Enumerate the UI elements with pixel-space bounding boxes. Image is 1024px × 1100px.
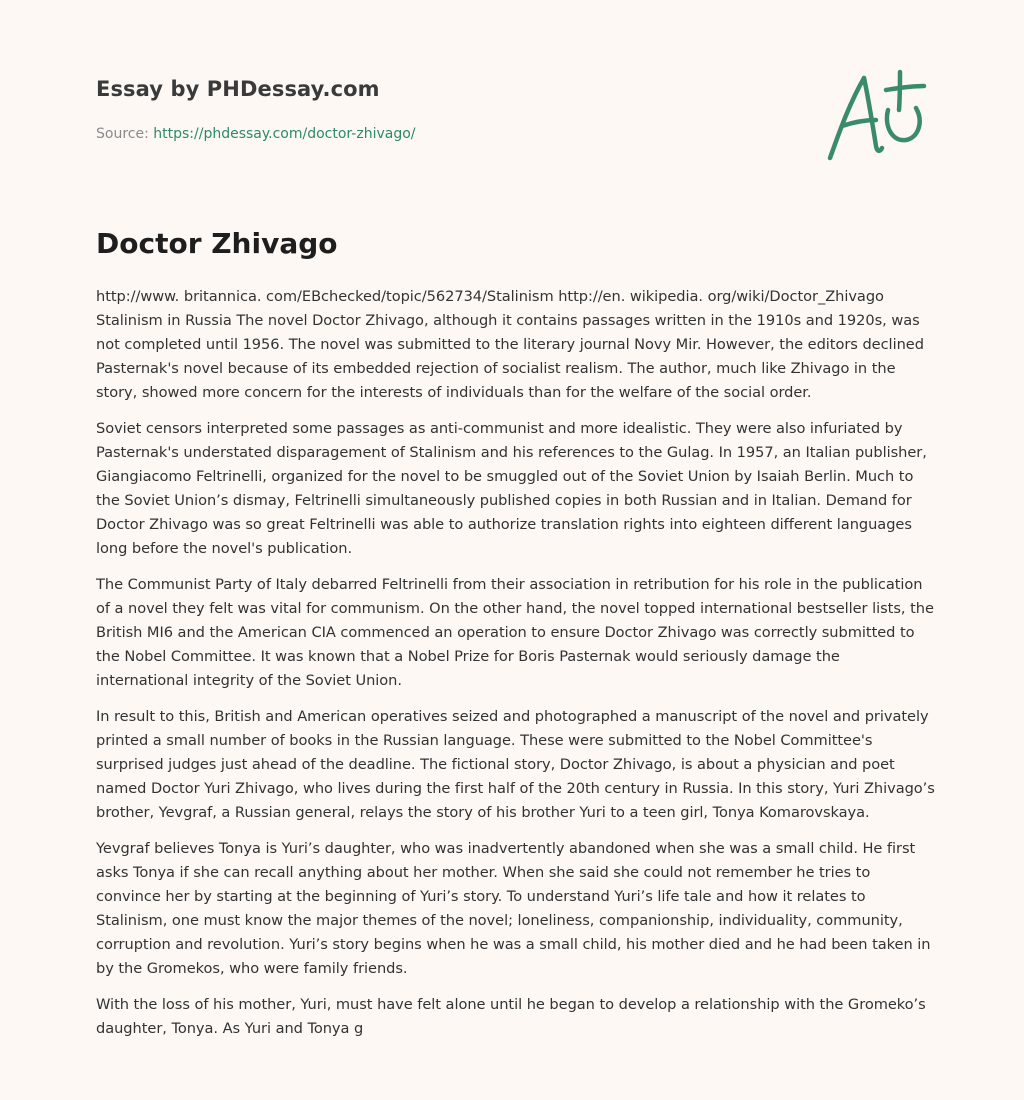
a-plus-grade-icon — [820, 66, 930, 166]
paragraph: In result to this, British and American operatives seized and photographed a manuscript of the novel and privately printed a small number of books in the Russian language. These were submitted to the Nobel Committee's surprised judges just ahead of the deadline. The fictional story, Doctor Zhivago, is about a physician and poet named Doctor Yuri Zhivago, who lives during the first half of the 20th century in Russia. In this story, Yuri Zhivago’s brother, Yevgraf, a Russian general, relays the story of his brother Yuri to a teen girl, Tonya Komarovskaya. — [96, 708, 935, 821]
source-link[interactable]: https://phdessay.com/doctor-zhivago/ — [153, 126, 416, 142]
paragraph: With the loss of his mother, Yuri, must have felt alone until he began to develop a relationship with the Gromeko’s daughter, Tonya. As Yuri and Tonya g — [96, 996, 926, 1037]
site-title: Essay by PHDessay.com — [96, 77, 380, 101]
essay-body — [96, 285, 936, 1053]
paragraph: Yevgraf believes Tonya is Yuri’s daughter, who was inadvertently abandoned when she was a small child. He first asks Tonya if she can recall anything about her mother. When she said she could not remember he tries to convince her by starting at the beginning of Yuri’s story. To understand Yuri’s life tale and how it relates to Stalinism, one must know the major themes of the novel; loneliness, companionship, individuality, community, corruption and revolution. Yuri’s story begins when he was a small child, his mother died and he had been taken in by the Gromekos, who were family friends. — [96, 840, 931, 977]
paragraph: Soviet censors interpreted some passages as anti-communist and more idealistic. They were also infuriated by Pasternak's understated disparagement of Stalinism and his references to the Gulag. In 1957, an Italian publisher, Giangiacomo Feltrinelli, organized for the novel to be smuggled out of the Soviet Union by Isaiah Berlin. Much to the Soviet Union’s dismay, Feltrinelli simultaneously published copies in both Russian and in Italian. Demand for Doctor Zhivago was so great Feltrinelli was able to authorize translation rights into eighteen different languages long before the novel's publication. — [96, 420, 927, 557]
source-label: Source: — [96, 126, 154, 142]
article-title: Doctor Zhivago — [96, 227, 338, 260]
essay-header — [96, 74, 796, 144]
paragraph: http://www. britannica. com/EBchecked/topic/562734/Stalinism http://en. wikipedia. org/wiki/Doctor_Zhivago Stalinism in Russia The novel Doctor Zhivago, although it contains passages written in the 1910s and 1920s, was not completed until 1956. The novel was submitted to the literary journal Novy Mir. However, the editors declined Pasternak's novel because of its embedded rejection of socialist realism. The author, much like Zhivago in the story, showed more concern for the interests of individuals than for the welfare of the social order. — [96, 288, 924, 401]
paragraph: The Communist Party of Italy debarred Feltrinelli from their association in retribution for his role in the publication of a novel they felt was vital for communism. On the other hand, the novel topped international bestseller lists, the British MI6 and the American CIA commenced an operation to ensure Doctor Zhivago was correctly submitted to the Nobel Committee. It was known that a Nobel Prize for Boris Pasternak would seriously damage the international integrity of the Soviet Union. — [96, 576, 934, 689]
source-line — [96, 124, 796, 144]
